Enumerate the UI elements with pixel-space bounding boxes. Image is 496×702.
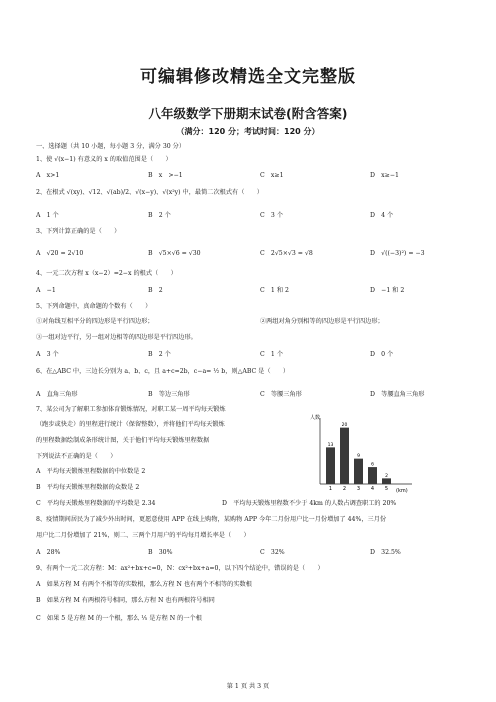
q9-option-c: C 如果 5 是方程 M 的一个根，那么 ⅕ 是方程 N 的一个根: [36, 615, 202, 622]
q2-option-c: C 3 个: [260, 212, 284, 219]
chart-bar: [368, 467, 377, 484]
q7-option-b: B 平均每天锻炼里程数据的众数是 2: [36, 484, 140, 491]
chart-tick-label: 1: [328, 486, 333, 492]
question-8-line-1: 8、疫情期间居民为了减少外出时间，更愿意使用 APP 在线上购物，某购物 APP 今年二月份用户比一月份增加了 44%，三月份: [36, 516, 387, 523]
q3-option-b: B √5×√6 = √30: [148, 250, 201, 257]
chart-bar: [326, 447, 335, 484]
exam-subtitle: （满分：120 分；考试时间：120 分）: [176, 127, 320, 136]
question-1-stem: 1、使 √(x−1) 有意义的 x 的取值范围是（ ）: [36, 156, 172, 163]
page-footer: 第 1 页 共 3 页: [226, 683, 270, 690]
q7-option-d: D 平均每天锻炼里程数不少于 4km 的人数占调查职工的 20%: [222, 500, 397, 507]
chart-data-label: 9: [357, 454, 360, 460]
chart-data-label: 13: [327, 442, 334, 448]
question-9-stem: 9、有两个一元二次方程：M：ax²+bx+c=0，N：cx²+bx+a=0，以下四个结论中，错误的是（ ）: [36, 565, 324, 572]
q1-option-a: A x>1: [36, 172, 60, 179]
q2-option-b: B 2 个: [148, 212, 171, 219]
q8-option-d: D 32.5%: [370, 549, 401, 556]
q6-option-d: D 等腰直角三角形: [370, 391, 425, 398]
question-7-line-2: （跑步或快走）的里程进行统计（保留整数），并将他们平均每天锻炼: [36, 421, 225, 428]
q1-option-b: B x >−1: [148, 172, 183, 179]
q3-option-d: D √((−3)²) = −3: [370, 250, 425, 257]
chart-data-label: 20: [341, 423, 348, 429]
question-2-stem: 2、在根式 √(xy)、√12、√(ab)/2、√(x−y)、√(x²y) 中，最简二次根式有（ ）: [36, 189, 263, 196]
q5-statement-2: ②两组对角分别相等的四边形是平行四边形；: [260, 318, 384, 325]
question-5-stem: 5、下列命题中，真命题的个数有（ ）: [36, 303, 152, 310]
q2-option-d: D 4 个: [370, 212, 394, 219]
q5-option-c: C 1 个: [260, 351, 284, 358]
banner-heading: 可编辑修改精选全文完整版: [140, 67, 356, 87]
q5-statement-1: ①对角线互相平分的四边形是平行四边形；: [36, 318, 154, 325]
chart-tick-label: 5: [384, 486, 389, 492]
chart-data-label: 2: [385, 473, 388, 479]
question-7-line-1: 7、某公司为了解职工参加体育锻炼情况，对职工某一周平均每天锻炼: [36, 406, 226, 413]
chart-bar: [340, 428, 349, 484]
chart-x-label: (km): [396, 488, 408, 494]
q9-option-a: A 如果方程 M 有两个不相等的实数根，那么方程 N 也有两个不相等的实数根: [36, 581, 252, 588]
q8-option-a: A 28%: [36, 549, 61, 556]
question-8-line-2: 用户比二月份增加了 21%，则二、三两个月用户的平均每月增长率是（ ）: [36, 532, 250, 539]
exam-title: 八年级数学下册期末试卷(附含答案): [148, 106, 348, 121]
q5-statement-3: ③一组对边平行，另一组对边相等的四边形是平行四边形。: [36, 334, 197, 341]
question-7-line-3: 的里程数据绘制成条形统计图，关于他们平均每天锻炼里程数据: [36, 437, 210, 444]
chart-tick-label: 3: [356, 486, 361, 492]
q4-option-b: B 2: [148, 287, 163, 294]
q2-option-a: A 1 个: [36, 212, 59, 219]
q5-option-d: D 0 个: [370, 351, 394, 358]
chart-bar: [382, 478, 391, 484]
q9-option-b: B 如果方程 M 有两根符号相同，那么方程 N 也有两根符号相同: [36, 597, 215, 604]
mileage-bar-chart: [308, 410, 418, 495]
question-4-stem: 4、一元二次方程 x（x−2）=2−x 的根式（ ）: [36, 270, 177, 277]
q8-option-b: B 30%: [148, 549, 173, 556]
chart-tick-label: 2: [342, 486, 347, 492]
q4-option-c: C 1 和 2: [260, 287, 289, 294]
q6-option-a: A 直角三角形: [36, 391, 78, 398]
q3-option-c: C 2√5×√3 = √8: [260, 250, 313, 257]
q6-option-b: B 等边三角形: [148, 391, 190, 398]
question-7-line-4: 下列说法不正确的是（ ）: [36, 453, 117, 460]
q4-option-d: D −1 和 2: [370, 287, 405, 294]
q8-option-c: C 32%: [260, 549, 285, 556]
q1-option-d: D x≥−1: [370, 172, 399, 179]
q6-option-c: C 等腰三角形: [260, 391, 302, 398]
q5-option-b: B 2 个: [148, 351, 171, 358]
chart-data-label: 6: [371, 462, 374, 468]
chart-layer: [320, 418, 412, 492]
chart-tick-label: 4: [370, 486, 375, 492]
q5-option-a: A 3 个: [36, 351, 59, 358]
q1-option-c: C x≥1: [260, 172, 284, 179]
chart-y-label: 人数: [310, 415, 321, 421]
q4-option-a: A −1: [36, 287, 56, 294]
q3-option-a: A √20 = 2√10: [36, 250, 84, 257]
q7-option-a: A 平均每天锻炼里程数据的中位数是 2: [36, 468, 146, 475]
chart-bar: [354, 459, 363, 484]
question-3-stem: 3、下列计算正确的是（ ）: [36, 228, 121, 235]
section-heading: 一、选择题（共 10 小题，每小题 3 分，满分 30 分）: [36, 143, 186, 150]
q7-option-c: C 平均每天锻炼里程数据的平均数是 2.34: [36, 500, 156, 507]
question-6-stem: 6、在△ABC 中，三边长分别为 a、b、c，且 a+c=2b，c−a= ½ b，则△ABC 是（ ）: [36, 368, 290, 375]
